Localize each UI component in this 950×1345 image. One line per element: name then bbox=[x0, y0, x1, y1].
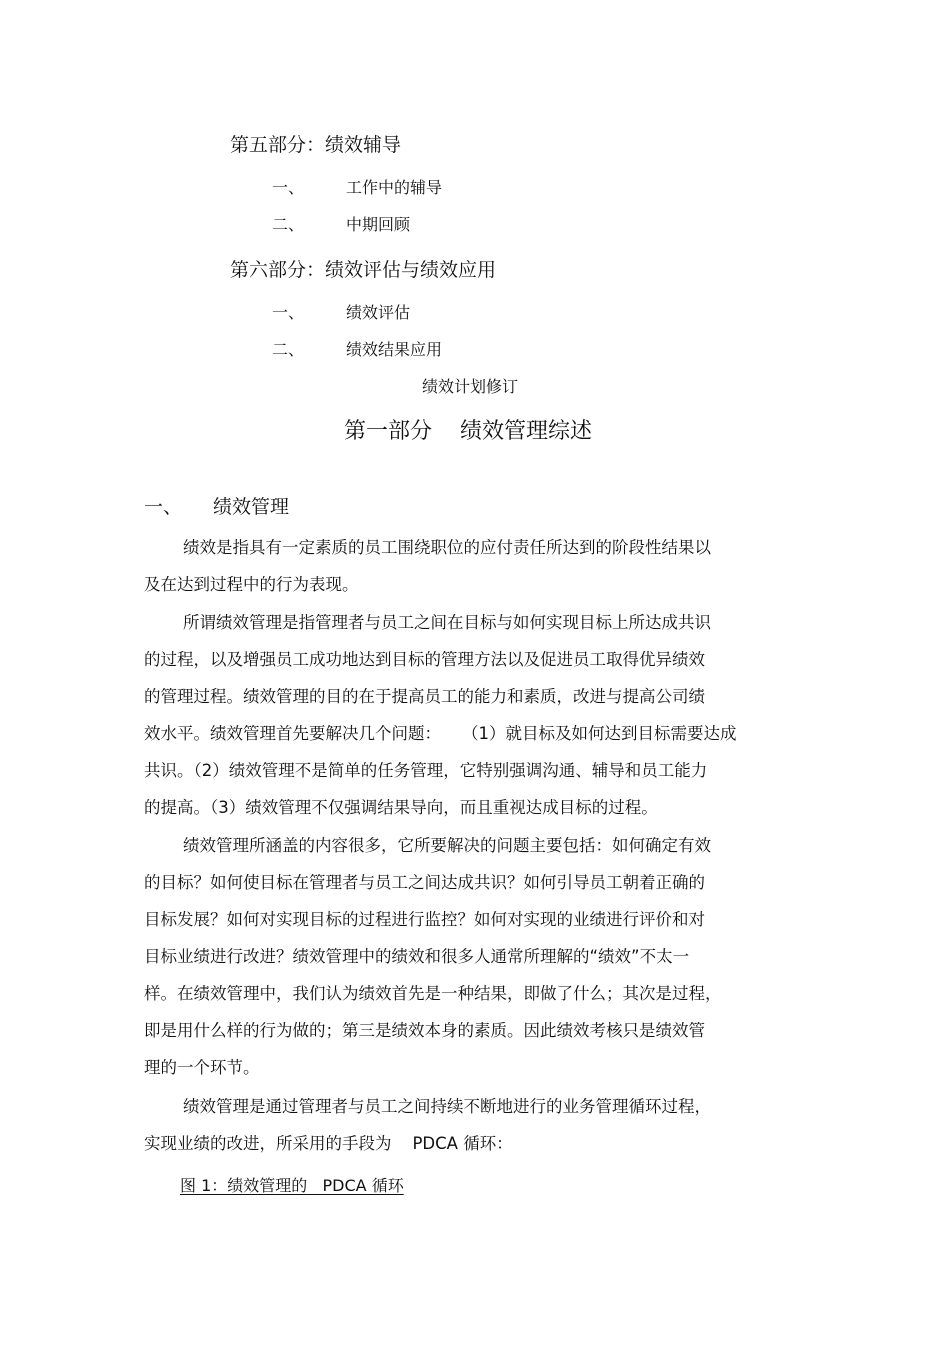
paragraph-line: 及在达到过程中的行为表现。 bbox=[144, 575, 359, 594]
paragraph-definition bbox=[144, 529, 784, 603]
paragraph-line: 绩效管理所涵盖的内容很多，它所要解决的问题主要包括：如何确定有效 bbox=[183, 836, 711, 855]
section-number: 一、 bbox=[144, 496, 183, 518]
paragraph-line: 的管理过程。绩效管理的目的在于提高员工的能力和素质，改进与提高公司绩 bbox=[144, 687, 705, 706]
section-title: 绩效管理 bbox=[213, 496, 290, 518]
paragraph-line: 共识。（2）绩效管理不是简单的任务管理，它特别强调沟通、辅导和员工能力 bbox=[144, 761, 708, 780]
paragraph-line: 实现业绩的改进，所采用的手段为 PDCA 循环： bbox=[144, 1134, 513, 1153]
paragraph-line: 理的一个环节。 bbox=[144, 1058, 260, 1077]
toc-item-text: 工作中的辅导 bbox=[346, 178, 443, 197]
toc-item-number: 二、 bbox=[272, 340, 305, 359]
toc-item-number: 二、 bbox=[272, 215, 305, 234]
paragraph-pdca bbox=[144, 1088, 784, 1162]
part6-heading: 第六部分：绩效评估与绩效应用 bbox=[230, 259, 497, 281]
toc-item-text: 绩效结果应用 bbox=[346, 340, 443, 359]
paragraph-management bbox=[144, 604, 784, 826]
paragraph-line: 效水平。绩效管理首先要解决几个问题： （1）就目标及如何达到目标需要达成 bbox=[144, 724, 737, 743]
paragraph-line: 绩效是指具有一定素质的员工围绕职位的应付责任所达到的阶段性结果以 bbox=[183, 538, 711, 557]
paragraph-line: 的提高。（3）绩效管理不仅强调结果导向，而且重视达成目标的过程。 bbox=[144, 798, 658, 817]
page-title: 第一部分 绩效管理综述 bbox=[344, 419, 592, 444]
toc-item-text: 绩效评估 bbox=[346, 303, 411, 322]
part5-heading: 第五部分：绩效辅导 bbox=[230, 134, 402, 156]
toc-item-number: 一、 bbox=[272, 178, 305, 197]
toc-item-text: 中期回顾 bbox=[346, 215, 411, 234]
paragraph-scope bbox=[144, 827, 784, 1086]
figure-caption: 图 1：绩效管理的 PDCA 循环 bbox=[180, 1176, 404, 1195]
paragraph-line: 的目标？如何使目标在管理者与员工之间达成共识？如何引导员工朝着正确的 bbox=[144, 873, 705, 892]
paragraph-line: 目标业绩进行改进？绩效管理中的绩效和很多人通常所理解的“绩效”不太一 bbox=[144, 947, 690, 966]
paragraph-line: 的过程，以及增强员工成功地达到目标的管理方法以及促进员工取得优异绩效 bbox=[144, 650, 705, 669]
toc-item-number: 一、 bbox=[272, 303, 305, 322]
paragraph-line: 目标发展？如何对实现目标的过程进行监控？如何对实现的业绩进行评价和对 bbox=[144, 910, 705, 929]
paragraph-line: 绩效管理是通过管理者与员工之间持续不断地进行的业务管理循环过程， bbox=[183, 1097, 711, 1116]
paragraph-line: 即是用什么样的行为做的；第三是绩效本身的素质。因此绩效考核只是绩效管 bbox=[144, 1021, 705, 1040]
toc-extra-item: 绩效计划修订 bbox=[421, 377, 518, 396]
paragraph-line: 样。在绩效管理中，我们认为绩效首先是一种结果，即做了什么；其次是过程， bbox=[144, 984, 722, 1003]
paragraph-line: 所谓绩效管理是指管理者与员工之间在目标与如何实现目标上所达成共识 bbox=[183, 613, 711, 632]
